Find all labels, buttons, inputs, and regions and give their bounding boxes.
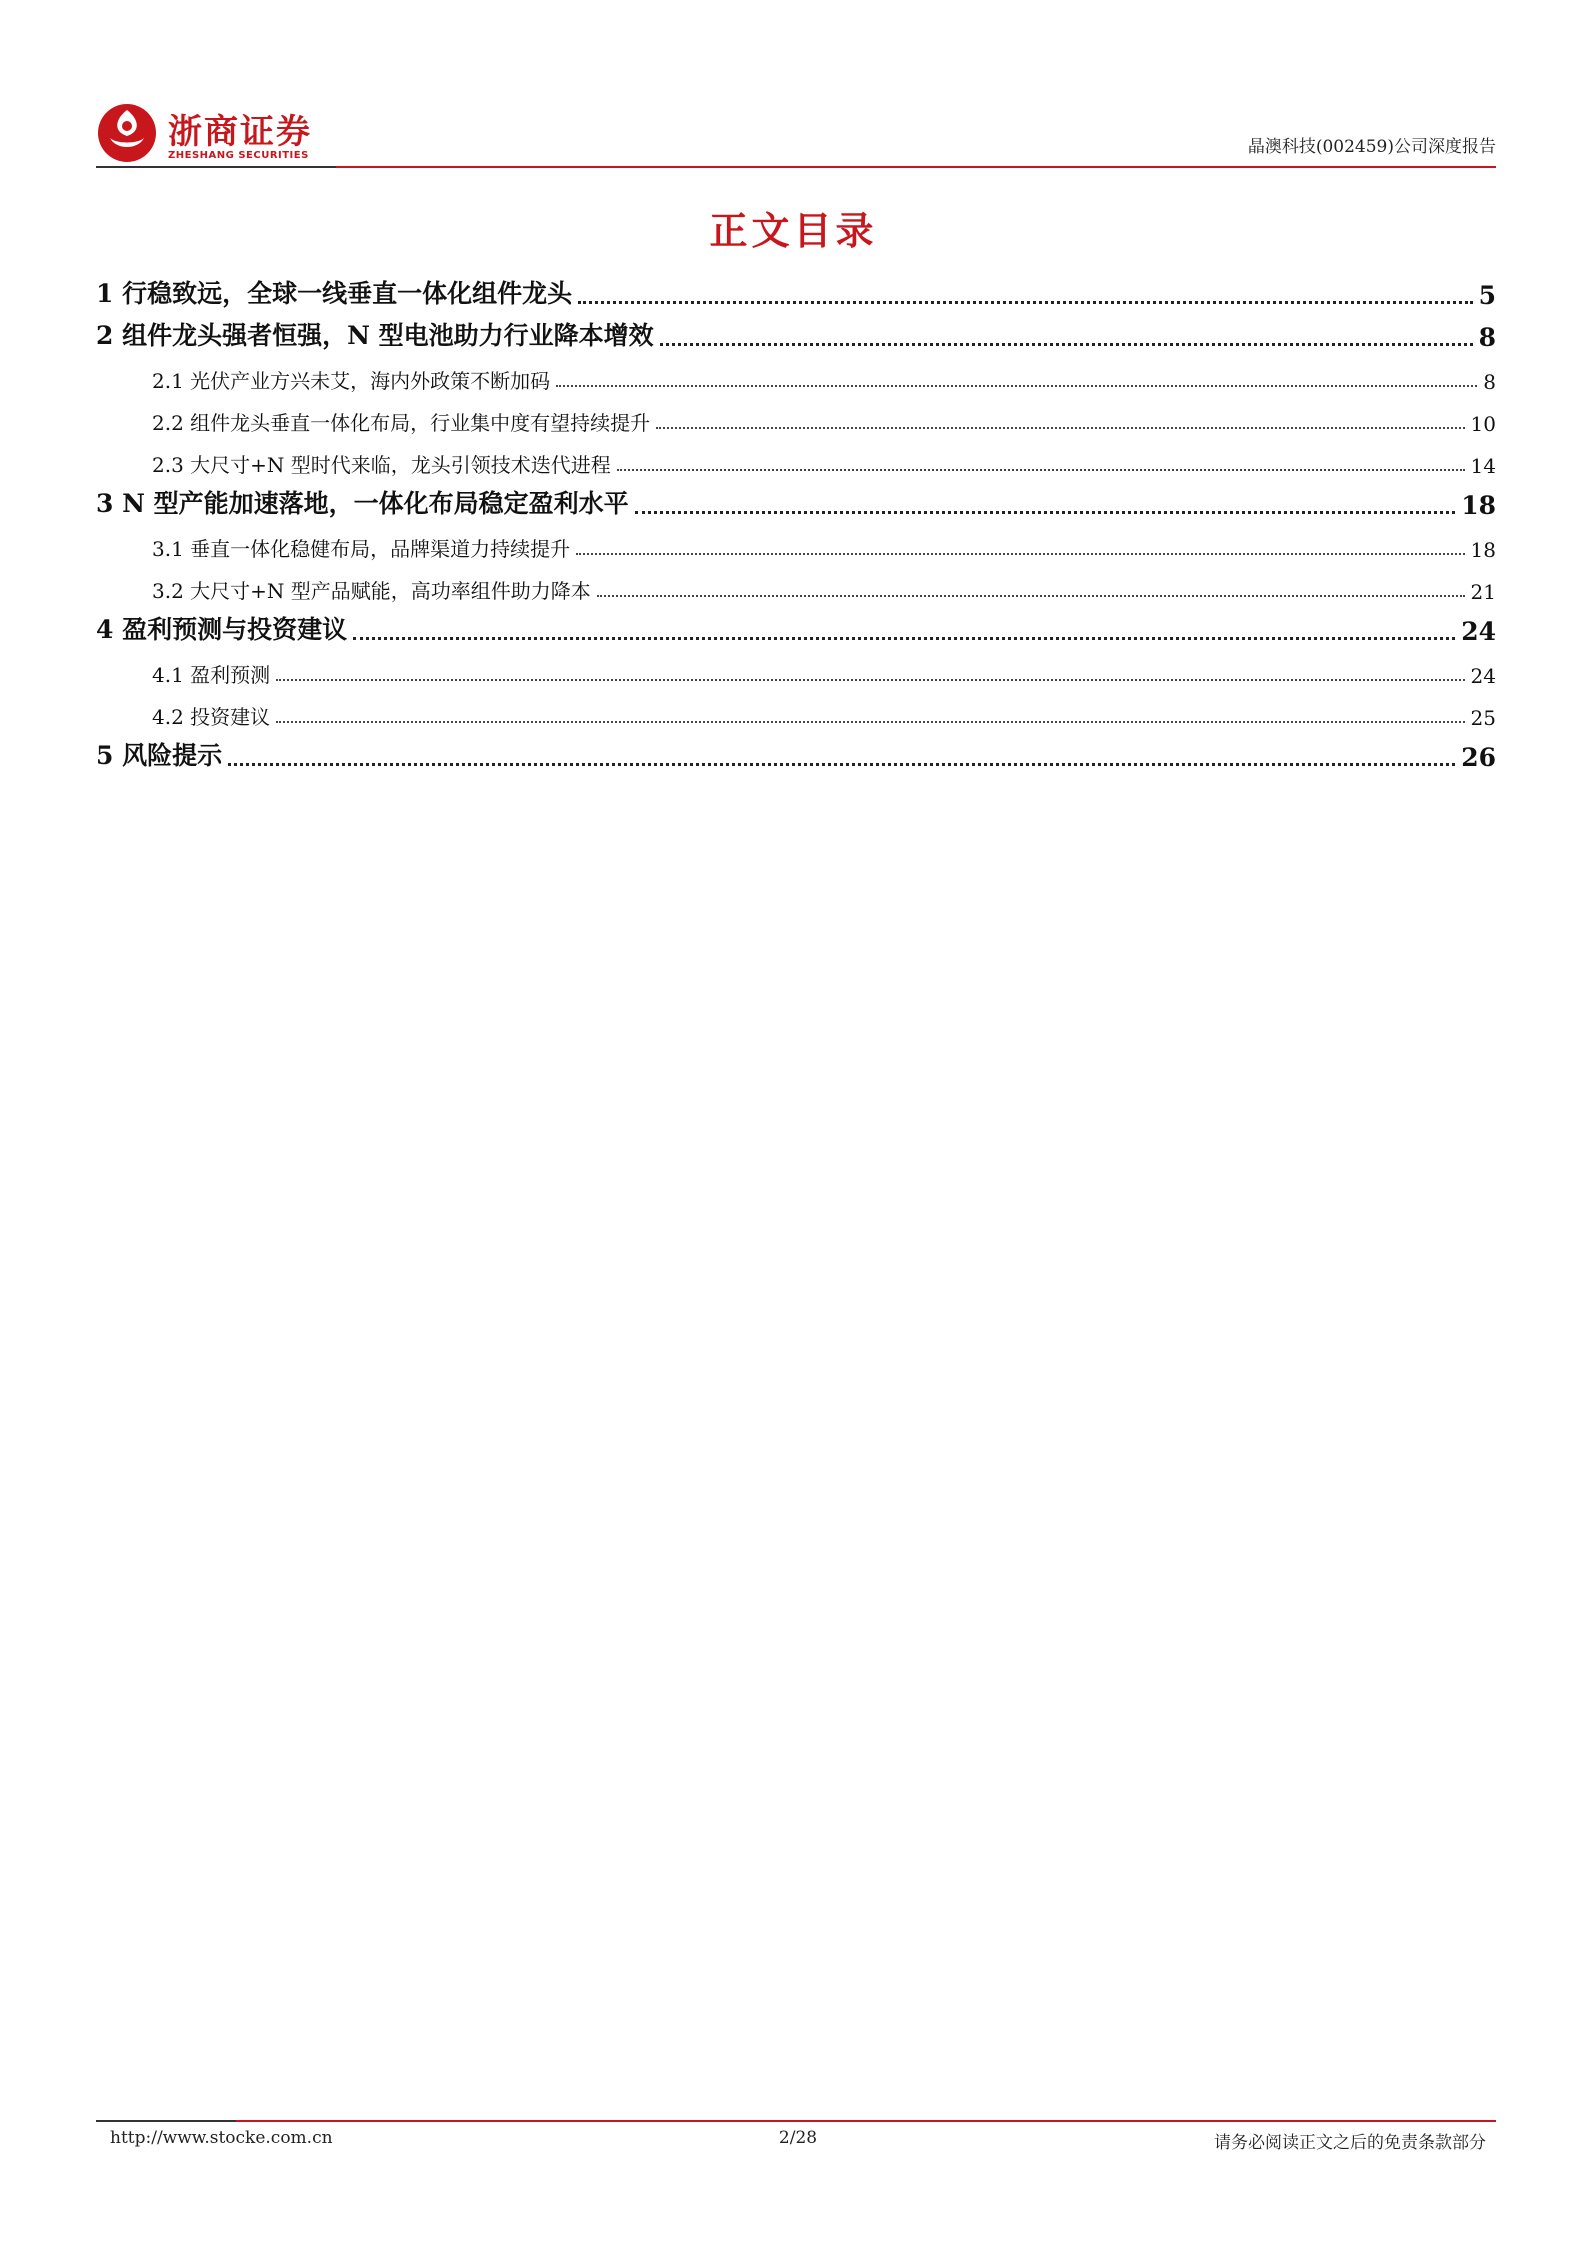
footer-divider — [96, 2120, 1496, 2122]
page-header — [96, 92, 1496, 172]
toc-entry-page: 21 — [1470, 580, 1496, 604]
table-of-contents — [96, 272, 1496, 776]
toc-entry[interactable] — [96, 272, 1496, 314]
toc-leader-dots — [276, 679, 1464, 681]
zheshang-logo-icon — [96, 102, 158, 164]
toc-entry[interactable] — [96, 482, 1496, 524]
toc-entry[interactable] — [96, 734, 1496, 776]
page-number: 2/28 — [778, 2128, 818, 2148]
toc-leader-dots — [578, 301, 1472, 304]
toc-entry-label: 2.3 大尺寸+N 型时代来临，龙头引领技术迭代进程 — [152, 453, 611, 477]
toc-entry-page: 8 — [1483, 370, 1496, 394]
toc-entry-page: 10 — [1470, 412, 1496, 436]
toc-entry-label: 4.2 投资建议 — [152, 705, 271, 729]
toc-entry-label: 4 盈利预测与投资建议 — [96, 615, 348, 644]
toc-subentry[interactable] — [96, 398, 1496, 440]
toc-entry-label: 2 组件龙头强者恒强，N 型电池助力行业降本增效 — [96, 321, 654, 350]
toc-leader-dots — [656, 427, 1464, 429]
toc-title: 正文目录 — [709, 208, 878, 253]
toc-entry[interactable] — [96, 608, 1496, 650]
toc-entry-label: 4.1 盈利预测 — [152, 663, 271, 687]
toc-entry-page: 24 — [1470, 664, 1496, 688]
toc-entry-page: 5 — [1478, 281, 1496, 310]
header-divider-accent — [96, 166, 336, 168]
toc-leader-dots — [576, 553, 1464, 555]
toc-subentry[interactable] — [96, 524, 1496, 566]
website-link[interactable]: http://www.stocke.com.cn — [110, 2128, 333, 2148]
toc-entry-label: 5 风险提示 — [96, 741, 223, 770]
toc-entry-page: 18 — [1470, 538, 1496, 562]
toc-entry-page: 18 — [1461, 491, 1496, 520]
toc-entry[interactable] — [96, 314, 1496, 356]
logo-chinese-text: 浙商证券 — [168, 112, 312, 152]
toc-entry-label: 1 行稳致远，全球一线垂直一体化组件龙头 — [96, 279, 573, 308]
toc-entry-label: 3.1 垂直一体化稳健布局，品牌渠道力持续提升 — [152, 537, 571, 561]
toc-entry-label: 3.2 大尺寸+N 型产品赋能，高功率组件助力降本 — [152, 579, 591, 603]
logo-english-text: ZHESHANG SECURITIES — [168, 150, 309, 161]
report-title: 晶澳科技(002459)公司深度报告 — [1247, 137, 1496, 157]
toc-subentry[interactable] — [96, 650, 1496, 692]
toc-entry-page: 14 — [1470, 454, 1496, 478]
toc-leader-dots — [597, 595, 1465, 597]
toc-leader-dots — [276, 721, 1464, 723]
toc-subentry[interactable] — [96, 692, 1496, 734]
toc-subentry[interactable] — [96, 566, 1496, 608]
toc-subentry[interactable] — [96, 440, 1496, 482]
toc-leader-dots — [556, 385, 1477, 387]
toc-leader-dots — [228, 763, 1455, 766]
disclaimer-note: 请务必阅读正文之后的免责条款部分 — [1214, 2133, 1486, 2153]
toc-entry-page: 8 — [1478, 323, 1496, 352]
toc-leader-dots — [660, 343, 1473, 346]
footer-divider-accent — [96, 2120, 236, 2122]
toc-entry-label: 3 N 型产能加速落地，一体化布局稳定盈利水平 — [96, 489, 629, 518]
toc-entry-page: 25 — [1470, 706, 1496, 730]
company-logo — [96, 102, 356, 172]
toc-leader-dots — [353, 637, 1455, 640]
toc-leader-dots — [617, 469, 1465, 471]
toc-subentry[interactable] — [96, 356, 1496, 398]
toc-entry-label: 2.2 组件龙头垂直一体化布局，行业集中度有望持续提升 — [152, 411, 651, 435]
toc-entry-label: 2.1 光伏产业方兴未艾，海内外政策不断加码 — [152, 369, 551, 393]
toc-entry-page: 24 — [1461, 617, 1496, 646]
toc-entry-page: 26 — [1461, 743, 1496, 772]
page-footer — [110, 2128, 1486, 2158]
toc-leader-dots — [635, 511, 1456, 514]
